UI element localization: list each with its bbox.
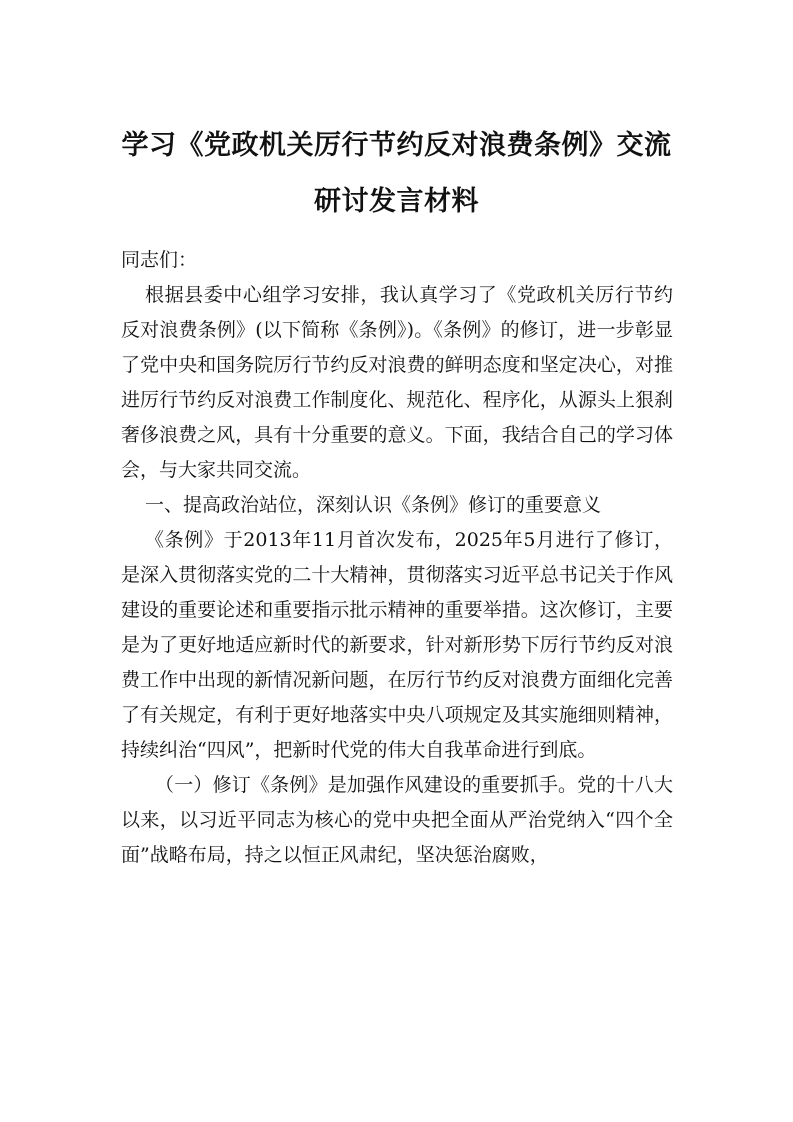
greeting: 同志们： (121, 249, 198, 271)
paragraph-background: 《条例》于2013年11月首次发布，2025年5月进行了修订，是深入贯彻落实党的二十大精神，贯彻落实习近平总书记关于作风建设的重要论述和重要指示批示精神的重要举措。这次修订，主要是为了更好地适应新时代的新要求，针对新形势下厉行节约反对浪费工作中出现的新情况新问题，在厉行节约反对浪费方面细化完善了有关规定，有利于更好地落实中央八项规定及其实施细则精神，持续纠治“四风”，把新时代党的伟大自我革命进行到底。 (121, 529, 673, 761)
document-body (121, 243, 673, 873)
section-heading-1: 一、提高政治站位，深刻认识《条例》修订的重要意义 (145, 494, 602, 516)
document-title: 学习《党政机关厉行节约反对浪费条例》交流研讨发言材料 (121, 130, 672, 217)
paragraph-intro: 根据县委中心组学习安排，我认真学习了《党政机关厉行节约反对浪费条例》(以下简称《条例》)。《条例》的修订，进一步彰显了党中央和国务院厉行节约反对浪费的鲜明态度和坚定决心，对推进厉行节约反对浪费工作制度化、规范化、程序化，从源头上狠刹奢侈浪费之风，具有十分重要的意义。下面，我结合自己的学习体会，与大家共同交流。 (121, 284, 673, 481)
paragraph-subsection-1: （一）修订《条例》是加强作风建设的重要抓手。党的十八大以来，以习近平同志为核心的党中央把全面从严治党纳入“四个全面”战略布局，持之以恒正风肃纪，坚决惩治腐败， (121, 774, 673, 866)
